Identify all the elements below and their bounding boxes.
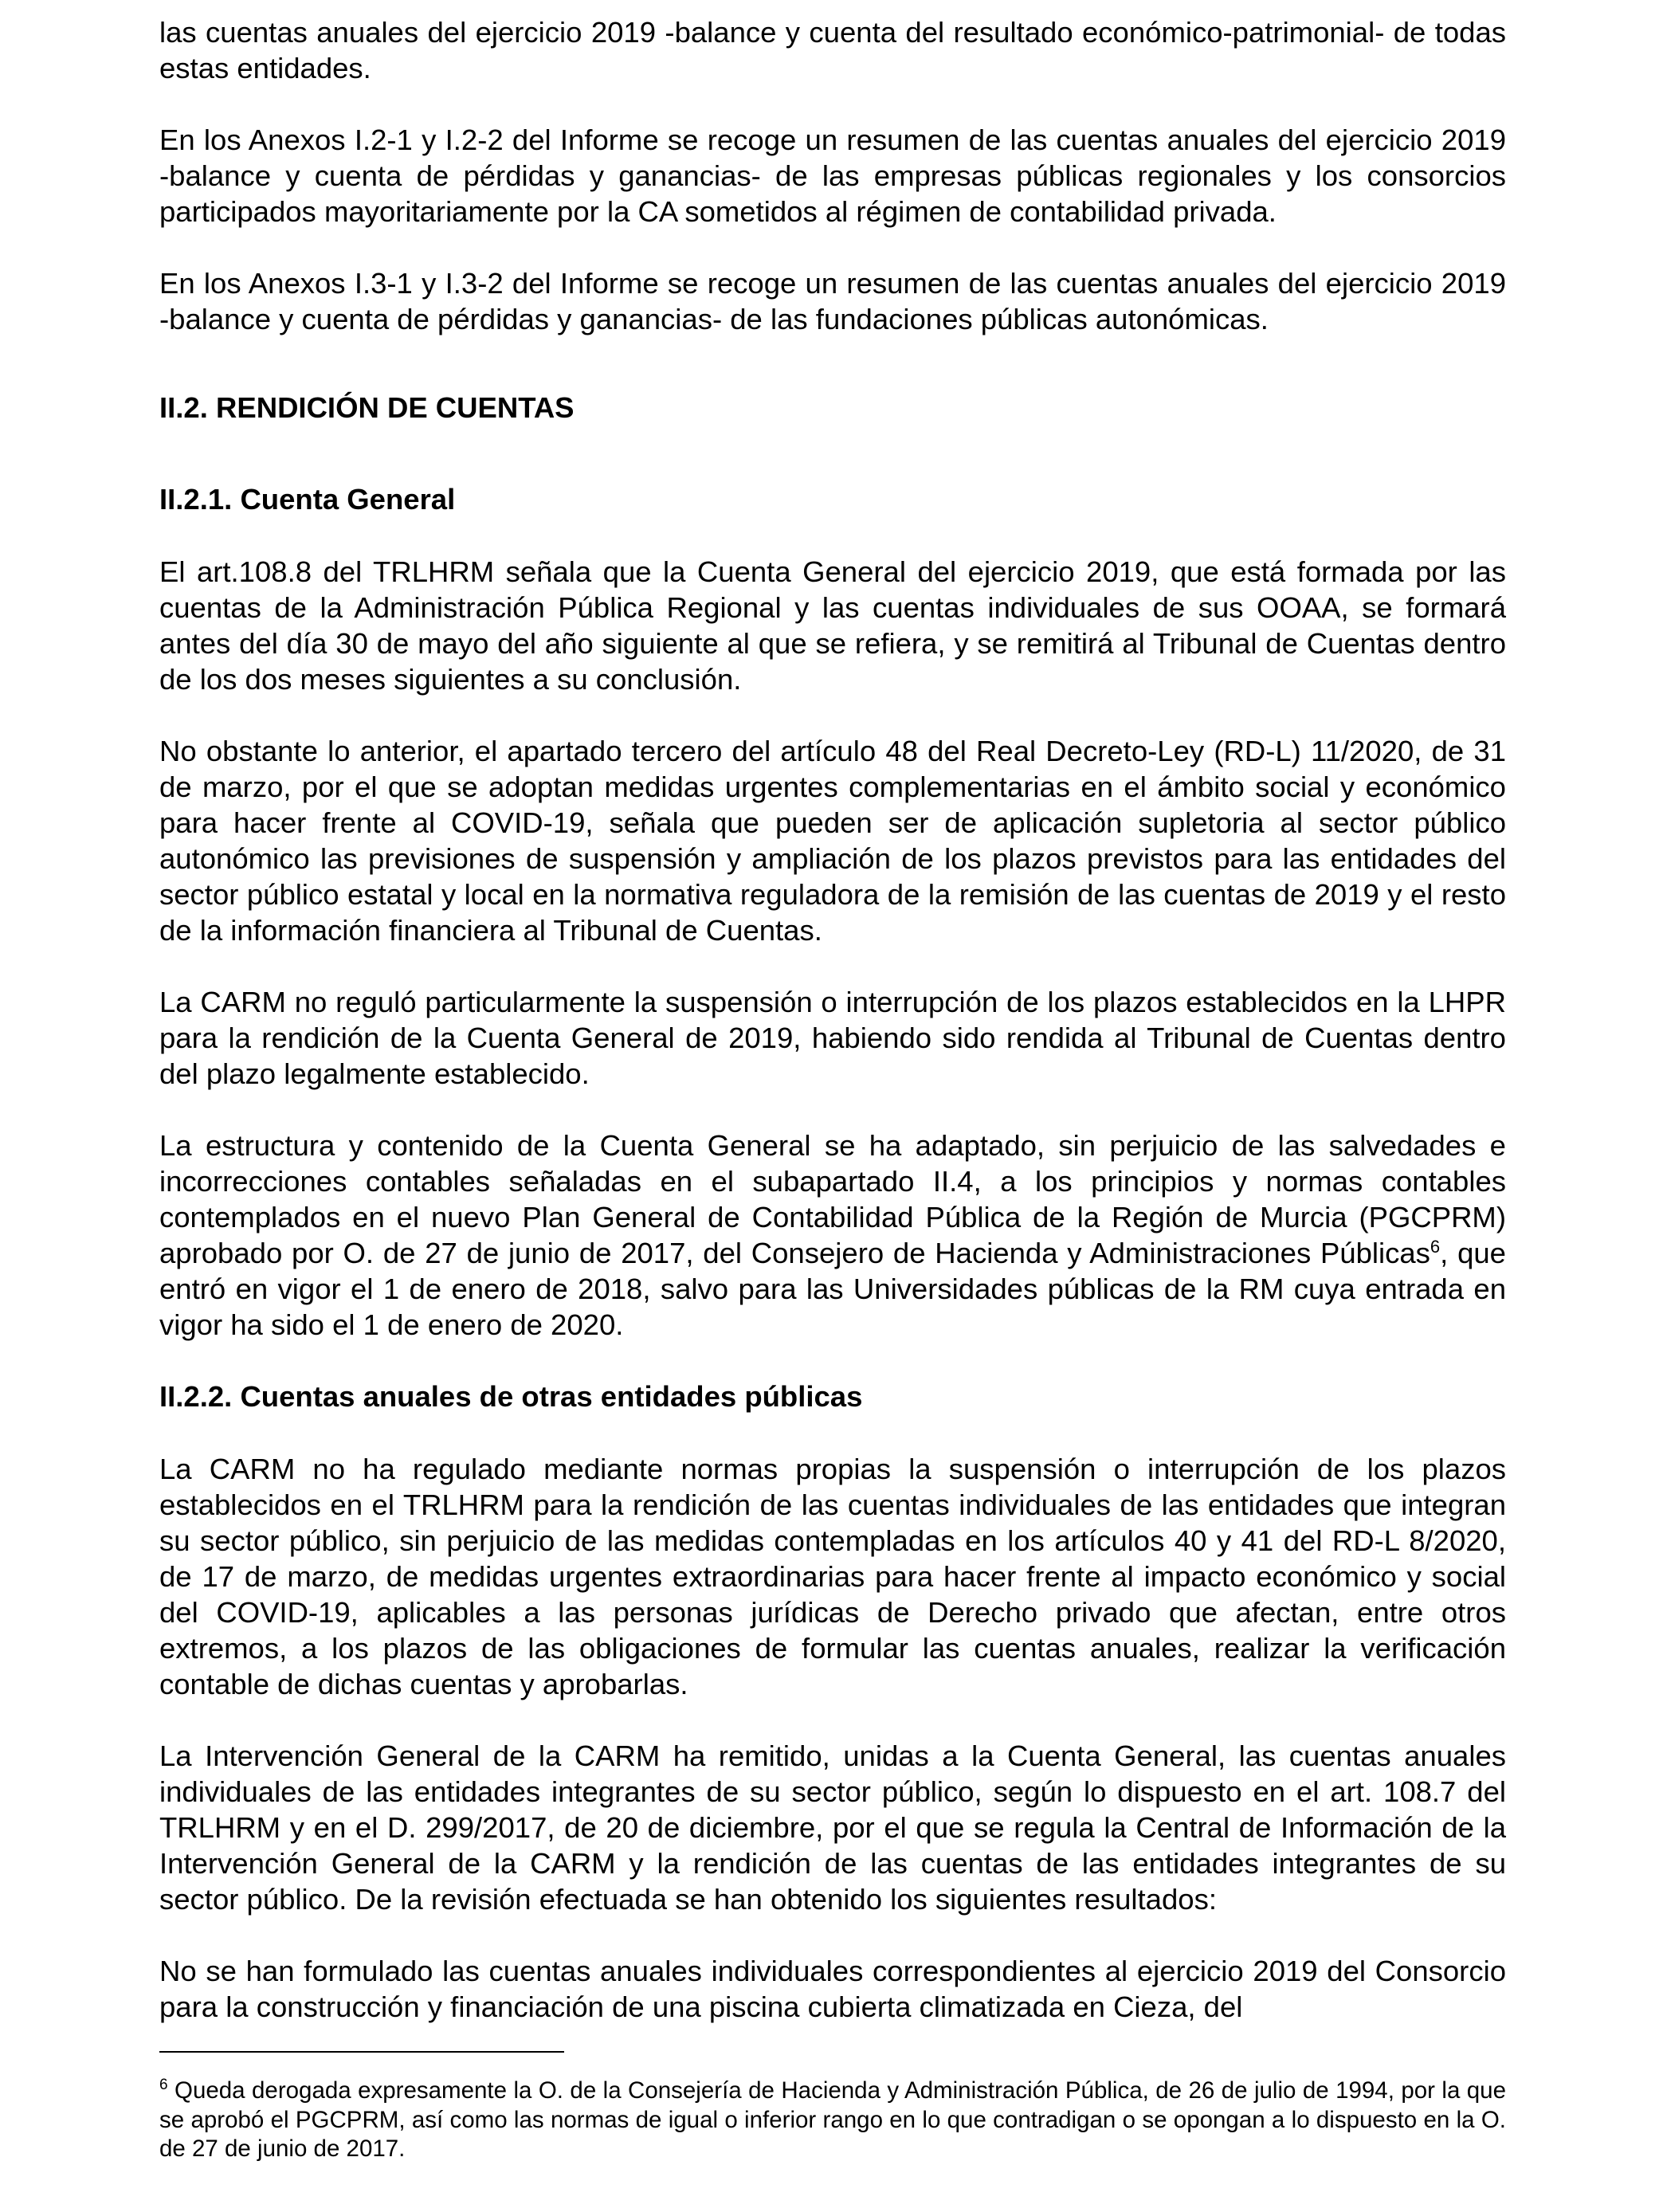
paragraph-continuation: las cuentas anuales del ejercicio 2019 -balance y cuenta del resultado económico-patrimonial- de todas estas entidades.	[159, 16, 1506, 84]
paragraph-art-108: El art.108.8 del TRLHRM señala que la Cuenta General del ejercicio 2019, que está formada por las cuentas de la Administración Pública Regional y las cuentas individuales de sus OOAA, se formará antes del día 30 de mayo del año siguiente al que se refiera, y se remitirá al Tribunal de Cuentas dentro de los dos meses siguientes a su conclusión.	[159, 555, 1506, 696]
page-body	[159, 14, 1506, 2025]
footnote-reference: 6	[1430, 1236, 1441, 1257]
paragraph-estructura-cuenta-general	[159, 1128, 1506, 1343]
footnote	[159, 2077, 1506, 2164]
paragraph-no-formulado: No se han formulado las cuentas anuales individuales correspondientes al ejercicio 2019 del Consorcio para la construcción y financiación de una piscina cubierta climatizada en Cieza, del	[159, 1955, 1506, 2023]
paragraph-rdl-11-2020: No obstante lo anterior, el apartado tercero del artículo 48 del Real Decreto-Ley (RD-L) 11/2020, de 31 de marzo, por el que se adoptan medidas urgentes complementarias en el ámbito social y económico para hacer frente al COVID-19, señala que pueden ser de aplicación supletoria al sector público autonómico las previsiones de suspensión y ampliación de los plazos previstos para las entidades del sector público estatal y local en la normativa reguladora de la remisión de las cuentas de 2019 y el resto de la información financiera al Tribunal de Cuentas.	[159, 735, 1506, 947]
paragraph-carm-normas: La CARM no ha regulado mediante normas propias la suspensión o interrupción de los plazos establecidos en el TRLHRM para la rendición de las cuentas individuales de las entidades que integran su sector público, sin perjuicio de las medidas contempladas en los artículos 40 y 41 del RD-L 8/2020, de 17 de marzo, de medidas urgentes extraordinarias para hacer frente al impacto económico y social del COVID-19, aplicables a las personas jurídicas de Derecho privado que afectan, entre otros extremos, a los plazos de las obligaciones de formular las cuentas anuales, realizar la verificación contable de dichas cuentas y aprobarlas.	[159, 1453, 1506, 1700]
footnote-text: Queda derogada expresamente la O. de la Consejería de Hacienda y Administración Pública, de 26 de julio de 1994, por la que se aprobó el PGCPRM, así como las normas de igual o inferior rango en lo que contradigan o se opongan a lo dispuesto en la O. de 27 de junio de 2017.	[159, 2077, 1506, 2162]
paragraph-text: , que entró en vigor el 1 de enero de 2018, salvo para las Universidades públicas de la RM cuya entrada en vigor ha sido el 1 de enero de 2020.	[159, 1237, 1506, 1341]
paragraph-anexos-i2: En los Anexos I.2-1 y I.2-2 del Informe se recoge un resumen de las cuentas anuales del ejercicio 2019 -balance y cuenta de pérdidas y ganancias- de las empresas públicas regionales y los consorcios participados mayoritariamente por la CA sometidos al régimen de contabilidad privada.	[159, 124, 1506, 228]
footnote-separator	[159, 2051, 564, 2053]
subsection-heading-cuenta-general: II.2.1. Cuenta General	[159, 483, 456, 516]
paragraph-carm-plazos: La CARM no reguló particularmente la suspensión o interrupción de los plazos establecidos en la LHPR para la rendición de la Cuenta General de 2019, habiendo sido rendida al Tribunal de Cuentas dentro del plazo legalmente establecido.	[159, 986, 1506, 1090]
section-heading-rendicion: II.2. RENDICIÓN DE CUENTAS	[159, 391, 575, 424]
subsection-heading-otras-entidades: II.2.2. Cuentas anuales de otras entidades públicas	[159, 1380, 863, 1413]
footnote-number: 6	[159, 2077, 168, 2094]
paragraph-anexos-i3: En los Anexos I.3-1 y I.3-2 del Informe se recoge un resumen de las cuentas anuales del ejercicio 2019 -balance y cuenta de pérdidas y ganancias- de las fundaciones públicas autonómicas.	[159, 267, 1506, 335]
paragraph-intervencion-general: La Intervención General de la CARM ha remitido, unidas a la Cuenta General, las cuentas anuales individuales de las entidades integrantes de su sector público, según lo dispuesto en el art. 108.7 del TRLHRM y en el D. 299/2017, de 20 de diciembre, por el que se regula la Central de Información de la Intervención General de la CARM y la rendición de las cuentas de las entidades integrantes de su sector público. De la revisión efectuada se han obtenido los siguientes resultados:	[159, 1739, 1506, 1916]
paragraph-text: La estructura y contenido de la Cuenta General se ha adaptado, sin perjuicio de las salvedades e incorrecciones contables señaladas en el subapartado II.4, a los principios y normas contables contemplados en el nuevo Plan General de Contabilidad Pública de la Región de Murcia (PGCPRM) aprobado por O. de 27 de junio de 2017, del Consejero de Hacienda y Administraciones Públicas	[159, 1129, 1506, 1269]
